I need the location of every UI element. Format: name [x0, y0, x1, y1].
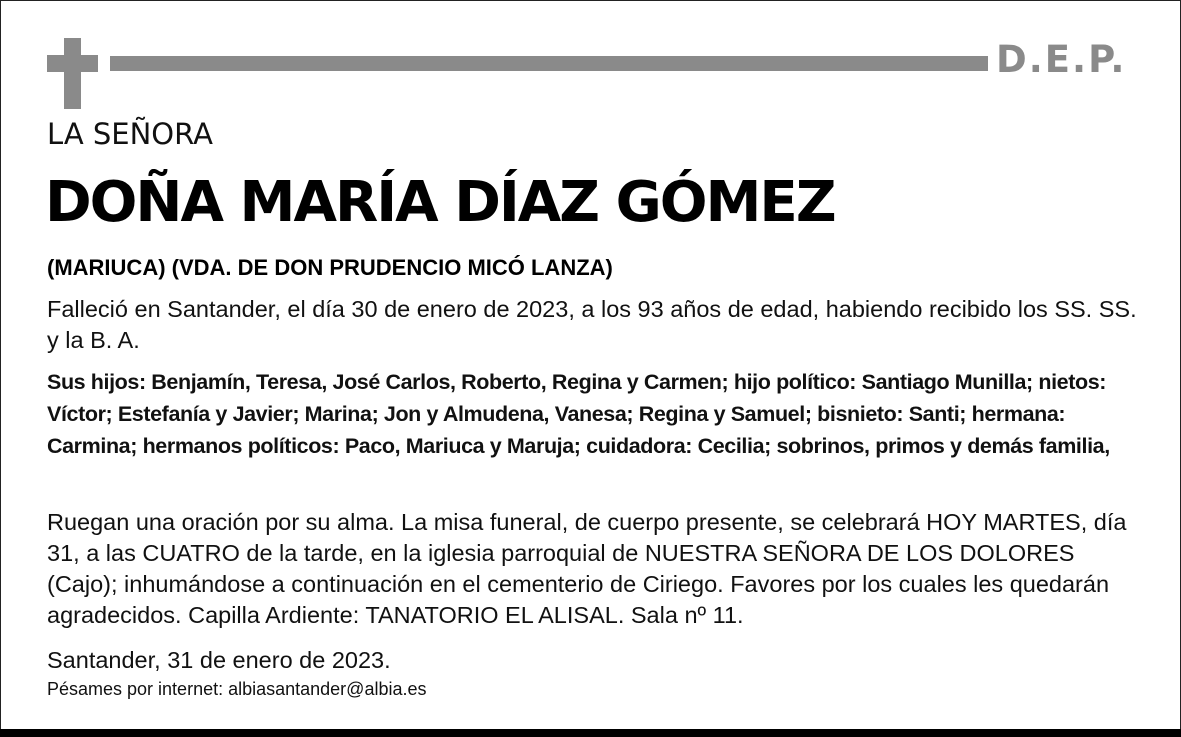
condolences-email[interactable]: Pésames por internet: albiasantander@albia.es [47, 679, 427, 699]
death-info: Falleció en Santander, el día 30 de enero de 2023, a los 93 años de edad, habiendo recibido los SS. SS. y la B. A. [47, 296, 1137, 353]
cross-icon-arm [47, 55, 98, 72]
deceased-subtitle: (MARIUCA) (VDA. DE DON PRUDENCIO MICÓ LANZA) [47, 255, 613, 280]
ceremony-info: Ruegan una oración por su alma. La misa funeral, de cuerpo presente, se celebrará HOY MARTES, día 31, a las CUATRO de la tarde, en la iglesia parroquial de NUESTRA SEÑORA DE LOS DOLORES (Cajo); inhumándose a continuación en el cementerio de Ciriego. Favores por los cuales les quedarán agradecidos. Capilla Ardiente: TANATORIO EL ALISAL. Sala nº 11. [47, 509, 1127, 628]
deceased-name: DOÑA MARÍA DÍAZ GÓMEZ [45, 170, 835, 235]
bottom-border [0, 729, 1181, 737]
dep-label: D.E.P. [996, 38, 1127, 81]
place-date: Santander, 31 de enero de 2023. [47, 647, 391, 673]
family-list: Sus hijos: Benjamín, Teresa, José Carlos, Roberto, Regina y Carmen; hijo político: Santiago Munilla; nietos: Víctor; Estefanía y Javier; Marina; Jon y Almudena, Vanesa; Regina y Samuel; bisnieto: Santi; hermana: Carmina; hermanos políticos: Paco, Mariuca y Maruja; cuidadora: Cecilia; sobrinos, primos y demás familia, [47, 370, 1110, 458]
header-rule [110, 56, 988, 71]
cross-icon [64, 38, 81, 109]
honorific: LA SEÑORA [47, 117, 213, 151]
